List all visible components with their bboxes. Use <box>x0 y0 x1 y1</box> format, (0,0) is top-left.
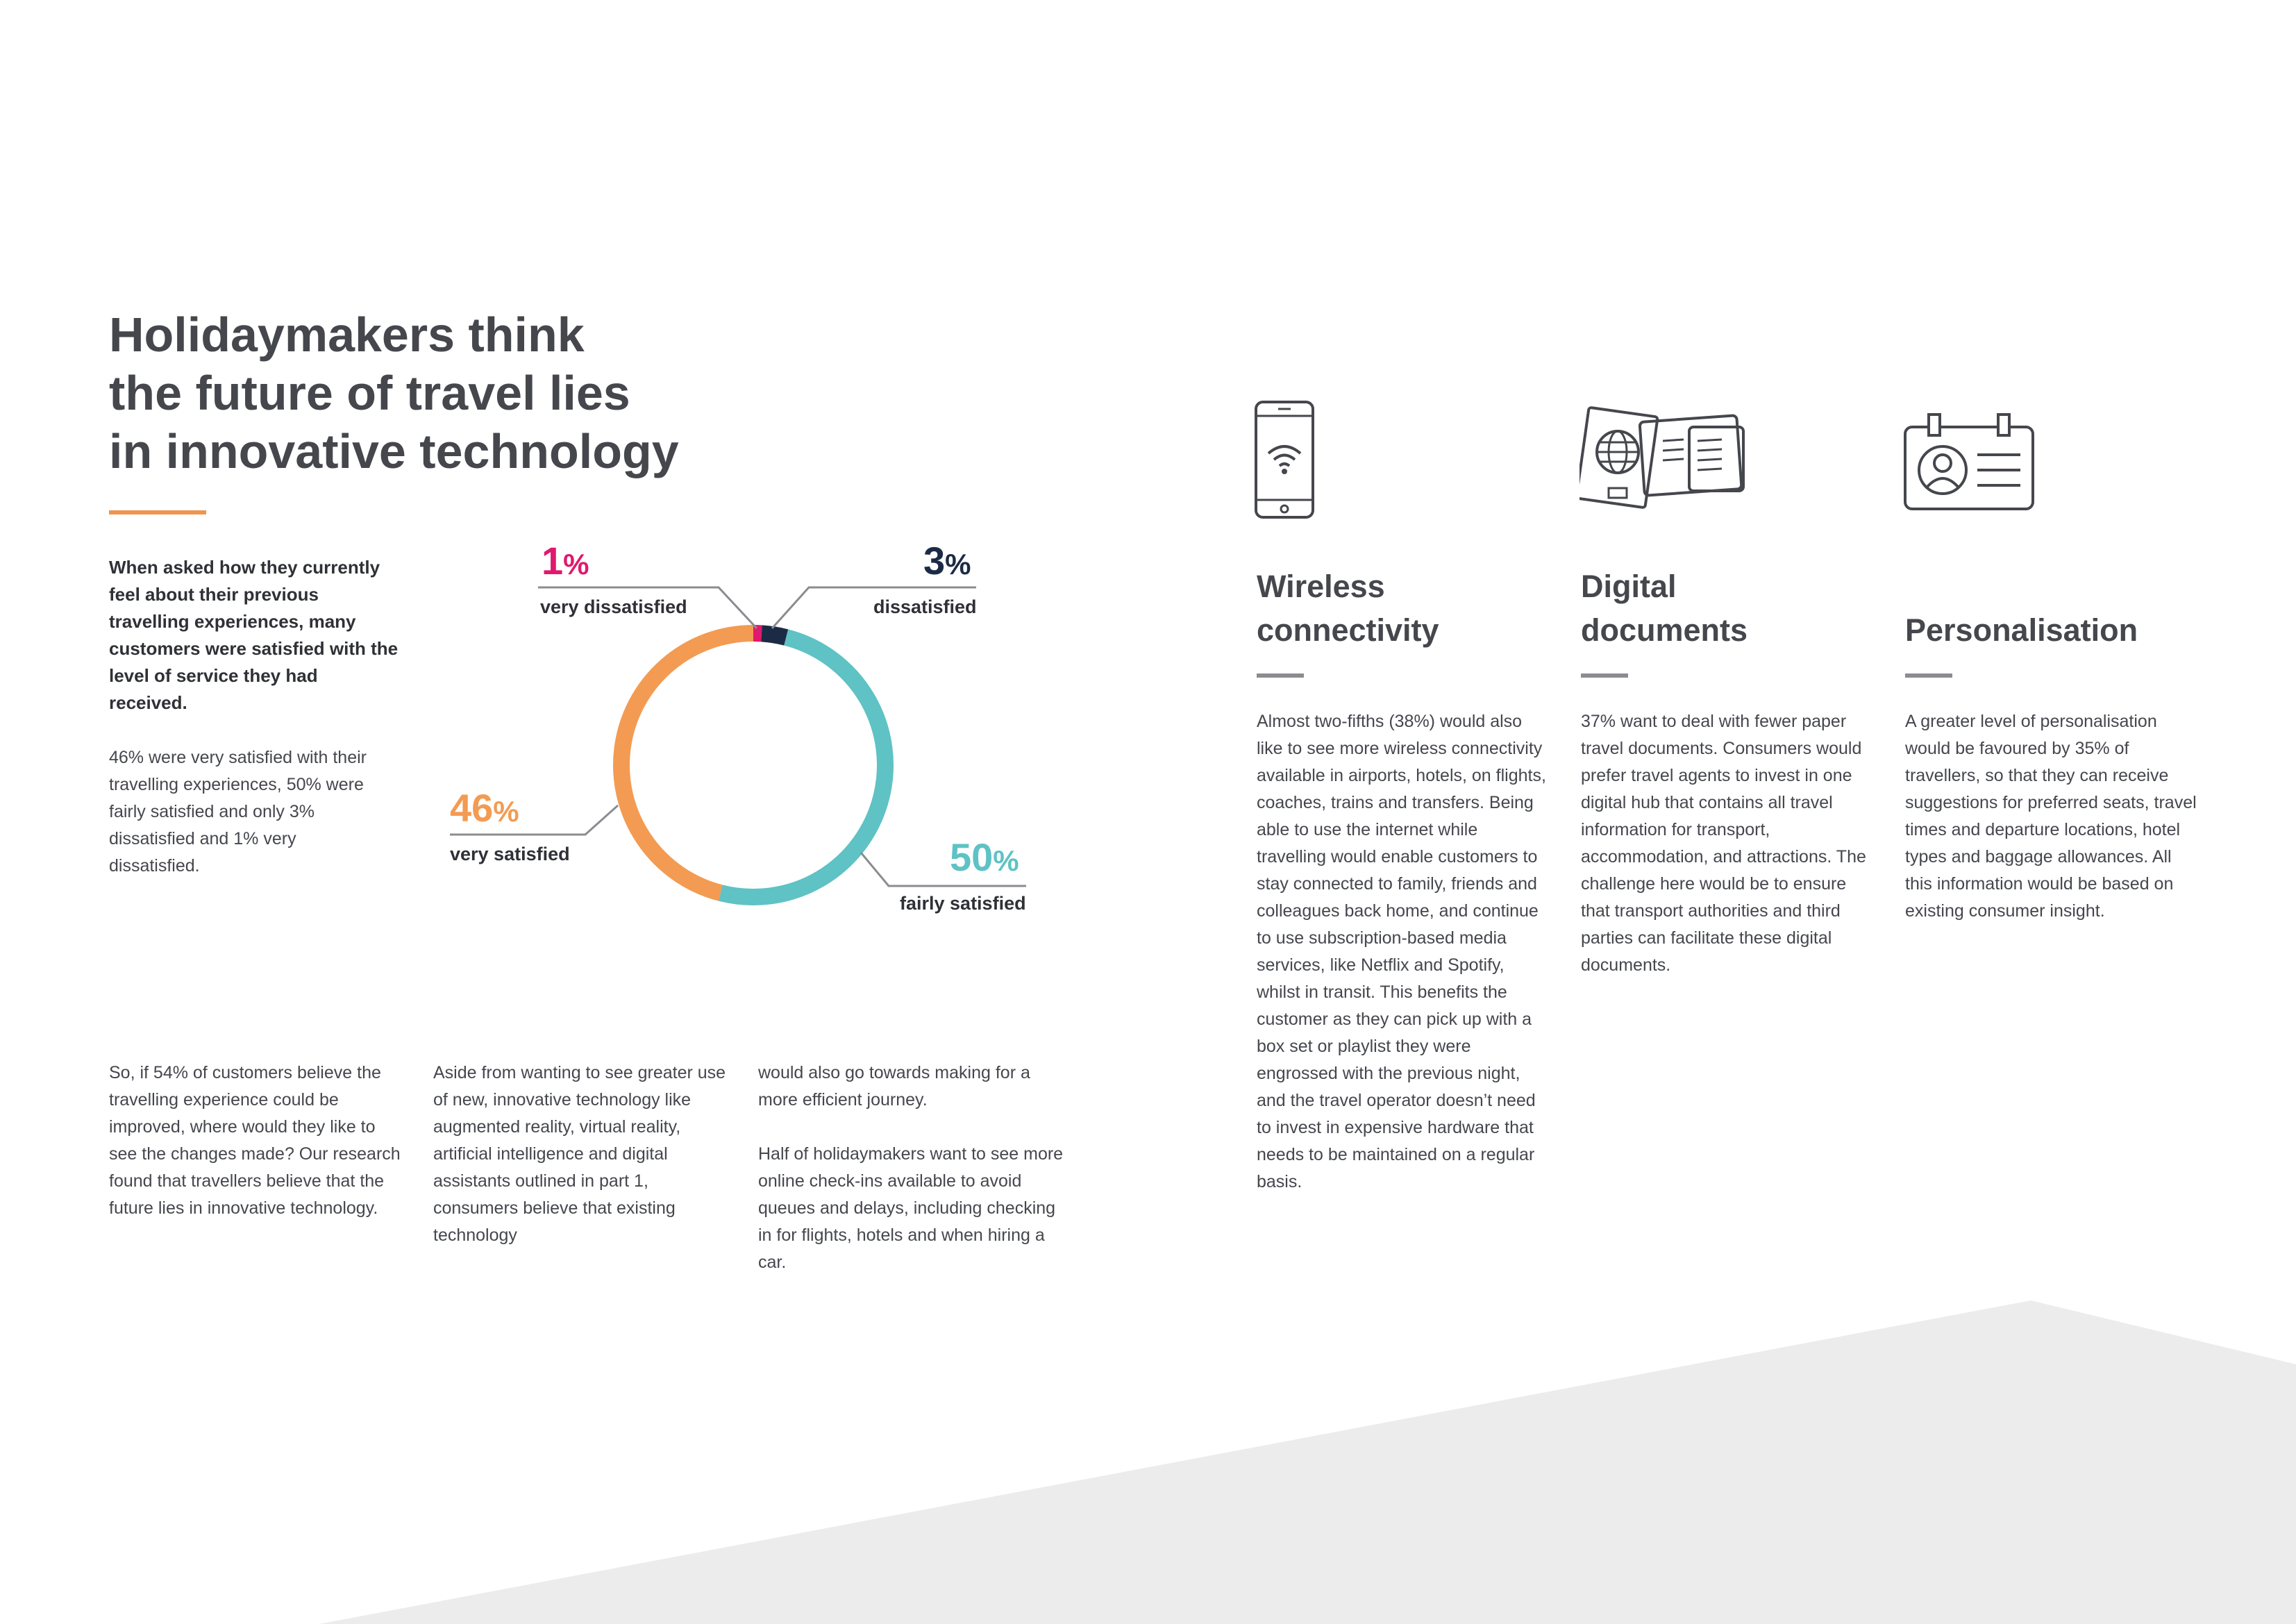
donut-segment-fairly-satisfied <box>721 637 885 897</box>
label-fairly-satisfied: fairly satisfied <box>900 893 1026 914</box>
feature-rule-digital-documents <box>1581 673 1628 678</box>
body-column-2: Aside from wanting to see greater use of new, innovative technology like augmented reality, virtual reality, artificial intelligence and digital assistants outlined in part 1, consumers believe that existing technology <box>433 1063 726 1245</box>
id-card-icon <box>1902 412 2038 512</box>
donut-segment-dissatisfied <box>762 633 786 637</box>
label-very-dissatisfied: very dissatisfied <box>540 596 687 617</box>
value-very-dissatisfied: 1% <box>542 539 589 583</box>
feature-title-digital-documents: Digital documents <box>1581 569 1748 648</box>
headline-line-2: the future of travel lies <box>109 366 630 420</box>
headline-line-3: in innovative technology <box>109 424 679 478</box>
satisfaction-donut-chart <box>0 0 1111 972</box>
smartphone-wifi-icon <box>1253 399 1323 521</box>
body-column-1: So, if 54% of customers believe the travelling experience could be improved, where would they like to see the changes made? Our research found that travellers believe that the future lies in innovative technology. <box>109 1063 401 1218</box>
passport-documents-icon <box>1579 406 1750 510</box>
body-column-3a: would also go towards making for a more efficient journey. <box>758 1063 1030 1110</box>
value-fairly-satisfied: 50% <box>950 835 1019 879</box>
donut-segments <box>621 633 885 897</box>
intro-lead: When asked how they currently feel about their previous travelling experiences, many customers were satisfied with the level of service they had received. <box>109 557 399 713</box>
value-very-satisfied: 46% <box>450 786 519 830</box>
label-very-satisfied: very satisfied <box>450 844 570 864</box>
body-column-3b: Half of holidaymakers want to see more online check-ins available to avoid queues and delays, including checking in for flights, hotels and when hiring a car. <box>758 1144 1064 1272</box>
feature-body-wireless: Almost two-fifths (38%) would also like to see more wireless connectivity available in airports, hotels, on flights, coaches, trains and transfers. Being able to use the internet while travelling would enable customers to stay connected to family, friends and colleagues back home, and continue to use subscription-based media services, like Netflix and Spotify, whilst in transit. This benefits the customer as they can pick up with a box set or playlist they were engrossed with the previous night, and the travel operator doesn’t need to invest in expensive hardware that needs to be maintained on a regular basis. <box>1257 712 1546 1191</box>
feature-title-wireless: Wireless connectivity <box>1257 569 1439 648</box>
donut-segment-very-satisfied <box>621 633 753 893</box>
feature-title-personalisation: Personalisation <box>1905 612 2138 648</box>
intro-summary: 46% were very satisfied with their travelling experiences, 50% were fairly satisfied and only 3% dissatisfied and 1% very dissatisfied. <box>109 748 367 876</box>
value-dissatisfied: 3% <box>923 539 971 583</box>
feature-rule-personalisation <box>1905 673 1952 678</box>
headline-line-1: Holidaymakers think <box>109 308 585 362</box>
feature-rule-wireless <box>1257 673 1304 678</box>
feature-body-personalisation: A greater level of personalisation would be favoured by 35% of travellers, so that they can receive suggestions for preferred seats, travel times and departure locations, hotel types and baggage allowances. All this information would be based on existing consumer insight. <box>1905 712 2197 921</box>
feature-body-digital-documents: 37% want to deal with fewer paper travel documents. Consumers would prefer travel agents to invest in one digital hub that contains all travel information for transport, accommodation, and attractions. The challenge here would be to ensure that transport authorities and third parties can facilitate these digital documents. <box>1581 712 1866 975</box>
label-dissatisfied: dissatisfied <box>873 596 977 617</box>
